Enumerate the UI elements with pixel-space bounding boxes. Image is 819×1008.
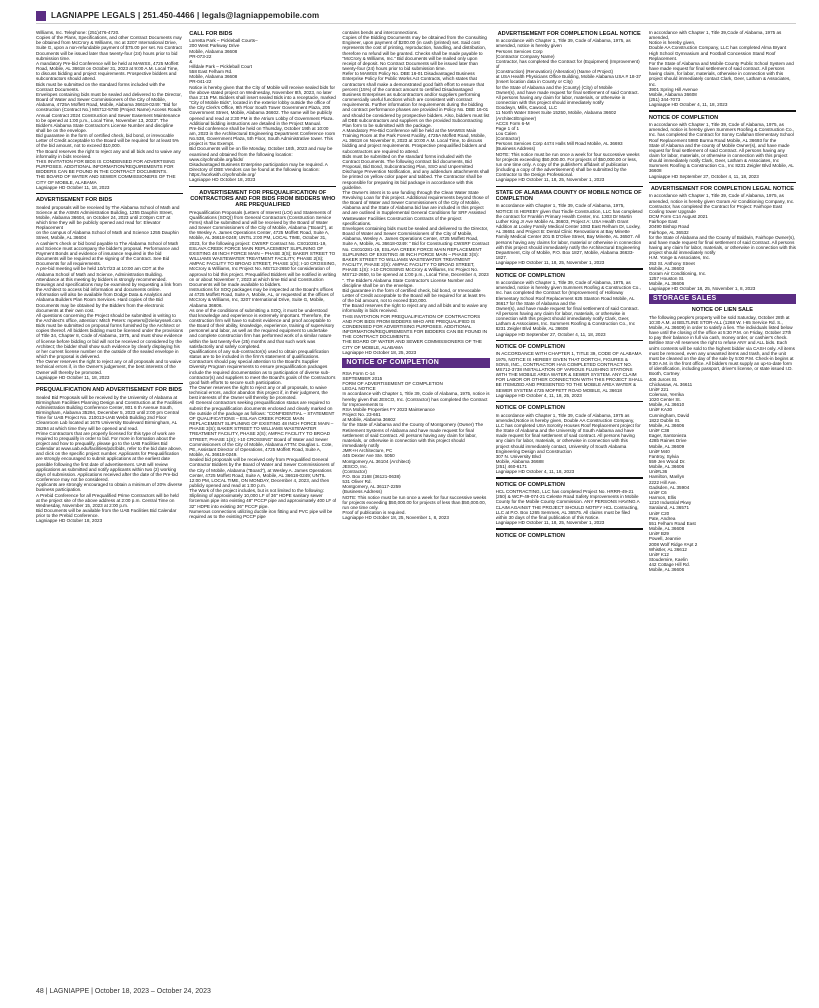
notice-signature: Lagniappe HD September 27, October 4, 11, 18, 2023 [495,331,606,337]
column-1 [36,30,183,980]
notice-body: In accordance with Chapter 1, Title 39,Code of Alabama, 1975 as amended, Notice is hereby given, Double AA Construction Company, LLC has completed Alma Bryant High School Gymnasium and Football Concession Stand Roof Replacement. For the State of Alabama and Mobile County Public School System and have made request for final settlement of said contract. All persons having claim, for labor, materials, otherwise in connection with this project should immediately contact Clark, Geer, Latham & Associates, Inc. 3901 Spring Hill Avenue Mobile, Alabama 36608 (251) 344-7073 [648,30,794,103]
notice-heading: PREQUALIFICATION AND ADVERTISEMENT FOR BIDS [36,387,182,394]
notice-signature: Lagniappe HD September 27, October 4, 11, 18, 2023 [648,173,759,179]
notice-block [496,190,643,265]
page-footer: 48 | LAGNIAPPE | October 18, 2023 – October 24, 2023 [36,988,211,995]
notice-signature: Lagniappe HD October 4, 11, 18, 2023 [648,102,728,108]
divider [496,186,643,188]
divider [496,340,643,342]
notice-block [36,197,183,380]
notice-heading: ADVERTISEMENT FOR PREQUALIFICATION OF CONTRACTORS AND FOR BIDS FROM BIDDERS WHO ARE PREQUALIFIED [190,190,336,209]
column-2 [189,30,336,980]
notice-heading: ADVERTISEMENT FOR COMPLETION LEGAL NOTICE [497,31,641,37]
section-banner: NOTICE OF COMPLETION [342,358,489,368]
column-4 [496,30,643,980]
notice-heading: CALL FOR BIDS [189,31,233,37]
notice-block [36,387,183,523]
notice-body: In accordance with Chapter 1, Title 39, Code of Alabama, 1975, as amended, notice is hereby given Goram Air Conditioning Company, Inc. Contractor, has completed the Contract for Project: Fairhope East Cooling tower Upgrade DCM Form C14 August 2021 Fairhope East 20490 Bishop Road Fairhope, AL 36532 for the State of Alabama and the County of Baldwin, Fairhope Owner(s), and have made request for final settlement of said Contract. All persons having any claim for labor, materials, or otherwise in connection with this project should immediately notify H.M. Yonge & Associates, Inc. 253 St. Anthony Street Mobile, AL 36603 Goram Air Conditioning, Inc. 1257 Houston St. Mobile, AL 36606 [648,193,796,287]
notice-heading: STATE OF ALABAMA COUNTY OF MOBILE NOTICE OF COMPLETION [495,190,642,203]
notice-body: In accordance with Chapter 1, Title 39, Code of Alabama, 1975, as amended, notice is hereby given Summers Roofing & Construction Co., Inc. has completed the Contract for (Improvement) of Holloway Elementary School Roof Replacement 625 Stanton Road Mobile, AL 36617 for the State of Alabama and the Owner(s), and have made request for final settlement of said Contract. All persons having any claim for labor, materials, or otherwise in connection with this project should immediately notify Clark, Geer, Latham & Associates, Inc. Summers Roofing & Construction Co., Inc 8231 Zeigler Blvd Mobile, AL 36608 [495,280,641,332]
notice-body: IN ACCORDANCE WITH CHAPTER 1, TITLE 39, CODE OF ALABAMA 1975, NOTICE IS HEREBY GIVEN THAT DORTCH, FIGURES & SONS, INC., CONTRACTOR HAS COMPLETED CONTRACT NO. MS712-3738 INSTALLATION OF VARIOUS FLUSHING STATIONS WITH THE MOBILE AREA WATER & SEWER SYSTEM. ANY CLAIM FOR LABOR OR OTHER CONNECTION WITH THIS PROJECT SHALL BE ITEMIZED AND PRESENTED TO THE MOBILE AREA WATER & SEWER SYSTEM 4725 MOFFETT ROAD MOBILE, AL 36618 [495,351,643,393]
notice-body: Lorretta Park – Pickleball Courts– 200 West Parkway Drive Mobile, Alabama 36608 PR-073-22 & Hilldale Park – Pickleball Court 558 East Felham Rd. Mobile, Alabama 36608 PR-041-22 Notice is hereby given that the City of Mobile will receive sealed bids for the above stated project on Wednesday, November 8th, 2023, no later than 2:15 PM. Bidders shall insert sealed Bids into a receptacle, marked "City of Mobile Bids", located in the exterior lobby outside the office of the City Clerk's Office, 9th Floor South Tower Government Plaza, 205 Government Street, Mobile, Alabama 36602. The same will be publicly opened and read at 2:30 PM in the Atrium Lobby of Government Plaza. Additional bidding instructions are detailed in the Project Manual. Pre-bid conference shall be held on Thursday, October 19th at 10:00 am, 2023 in the Architectural Engineering Department Conference room No.538, Government Plaza, 5th Floor, South Administrative tower. This project is Tax Exempt. Bid Documents will be on file Monday, October 16th, 2023 and may be examined and obtained from the following location: www.cityofmobile.org/bids/ Disadvantaged Business Enterprise participation may be required. A Directory of DBE Vendors can be found at the following location: https://workwith.cityofmobile.org/ [189,38,336,178]
notice-body: Williams, Inc. Telephone: (251)476-4720. Copies of the Plans, Specifications, and other Contract Documents may be obtained from McCrory & Williams, Inc at 3207 International Drive, Suite G, upon a non-refundable payment of $75.00 per set. No Contract Documents will be issued later than twenty-four (24) hours prior to bid submission time. A mandatory Pre-bid Conference will be held at MAWSS, 4725 Moffett Road, Mobile, AL 36618 on October 31, 2023 at 9:00 A.M. Local Time, to discuss bidding and project requirements. Prospective bidders and subcontractors should attend. Bids must be submitted on the standard forms included with the Contract Documents. Envelopes containing bids must be sealed and delivered to the Director, Board of Water and Sewer Commissioners of the City of Mobile, Alabama, 4725A Moffett Road, Mobile, Alabama 36618-0249: "Bid for construction (Contract No.) MS712-5780 (Project Name) Access Roads Annual Contract 2024 Construction and Sewer Easement Maintenance to be opened at 1:00 p.m., Local Time, November 13, 2023". The Bidder's Alabama State Contractor's License Number and discipline shall be on the envelope. Bid guarantee in the form of certified check, bid bond, or irrevocable Letter of Credit acceptable to the Board will be required for at least 5% of the bid amount, not to exceed $10,000. The Board reserves the right to reject any and all bids and to waive any informality in bids received. THIS INVITATION FOR BIDS IS CONDENSED FOR ADVERTISING PURPOSES. ADDITIONAL INFORMATION/REQUIREMENTS FOR BIDDERS CAN BE FOUND IN THE CONTRACT DOCUMENTS. THE BOARD OF WATER AND SEWER COMMISSIONERS OF THE CITY OF MOBILE, ALABAMA [36,30,182,185]
notice-body: In accordance with Chapter 1, Title 39, Code of Alabama, 1975, as amended, notice is hereby given Summers Roofing & Construction Co., Inc. has completed the Contract for Sonny Callahan Elementary School Roof Replacement 5980 Burma Road Mobile, AL 36693 for the State of Alabama and the county of Mobile Owner(s), and have made request for final settlement of said Contract. All persons having any claim for labor, materials, or otherwise in connection with this project should immediately notify Clark, Geer, Latham & Associates, Inc Summers Roofing & Construction Co., Inc 8231 Zeigler Blvd Mobile, AL 36608 [648,122,795,174]
divider [649,182,796,184]
notice-body: HCL CONTRACTING, LLC has completed Project No. HRRR-49-21 (250) & WCP-49-074-21 Celeste Road Safety Improvements in Mobile County for the Mobile County Commission. ANY PERSONS HAVING A CLAIM AGAINST THE PROJECT SHOULD NOTIFY HCL Contracting, LLC at P.O. Box 1265 Semmes, AL 36575. All claims must be filed within 30 days of the final publication of this Notice. [495,489,640,520]
notice-heading: NOTICE OF COMPLETION [495,532,565,539]
notice-heading: ADVERTISEMENT FOR COMPLETION LEGAL NOTICE [650,186,794,193]
notice-body: The following people's property will be sold Saturday, October 28th at 10:30 A.M. at BELTLINE STOR-ALL (1268 W. I-65 Service Rd. S., Mobile, AL 36609) in order to satisfy a lien. The individuals listed below have until the closing of the office at 5:30 P.M. on Friday, October 27th to pay their balance in full via cash, money order, or cashier's check. Beltline Stor-All reserves the right to refuse ANY and ALL bids. Each unit's contents will be sold to the highest bidder via CASH only. All items must be removed, even any unwanted items and trash, and the unit must be cleaned on the day of the sale by 5:00 P.M. Check-in begins at 9:30 A.M. in the front office. All bidders must supply an up-to-date form of identification, including passport, driver's license, or state issued I.D. Booth, Cortney 406 Jurors St. Chickasaw, AL 36611 Unit# 221 Coleman, Yerrika 1020 Center St. Mobile, AL 36610 Unit# KA30 Cunningham, David 1822 Dublin St. Mobile, AL 36606 Unit# C38 Eager, Santonieza 428b Raines Drive Mobile, AL 36609 Unit# M40 Fantroy, Sylvia 559 Jen Wood Dr. Mobile, AL 36606 Unit#L36 Hamilton, Marilyn 2222 Hill Ave. Gadsden, AL 35904 Unit# C6 Harmon, Ellis 1210 Industrial Pkwy Saraland, AL 36571 Unit# C20 Pate, Andrea 551 Felham Road East Mobile, AL 36608 Unit# B29 Powell, Jeannie 2008 Wolf Ridge #Apt 2 Whistler, AL 36612 Unit# K12 Stoudemire, Kaelin 442 Cottage Hill Rd. Mobile, AL 36606 [648,314,795,573]
notice-body: contains bends and interconnections. Copies of the Bidding Documents may be obtained from the Consulting Engineer, upon payment of $200.00 (in cash (printed) set. Said cost represents the cost of printing, reproduction, handling, and distribution, therefore no refund will be granted. Checks shall be made payable to "McCrory & Williams, Inc." Bid documents will be mailed only upon receipt of deposit. No Contract Documents will be issued later than twenty-four (24) hours prior to bid submission time. Refer to MAWSS Policy No. DBE 16-01 Disadvantaged Business Enterprise Policy for Public Works Act Contracts, which states that contractors shall make a demonstrated good faith effort to ensure that percent (15%) of the contract amount to certified Disadvantaged Business Enterprises as subcontractors and/or suppliers performing commercially useful functions which are consistent with contract requirements. Further information for requirements during the bidding and contract performance phases are provided in Policy No. DBE 16-01 and should be considered by prospective bidders. Also, bidders must list all DBE subcontractors and suppliers on the provided Subcontracting Plan form to be submitted with the package. A Mandatory Pre-Bid Conference will be held at the MAWSS Main Training Room at the Park Forest Facility, 4725A Moffett Road, Mobile, AL 36618 on November 8, 2023 at 10:00 A.M. Local Time, to discuss bidding and project requirements. Prospective prequalified bidders and subcontractors are required to attend. Bids must be submitted on the standard forms included with the Contract Documents. The following contract bid documents, Bid Proposal, Bid Bond, Subcontracting Plan, SSO and Unpermitted Discharge Prevention Notification, and any addendum attachments shall be printed on yellow color paper and tabbed. The Contractor shall be responsible for preparing its bid package in accordance with this guideline. The Owner's intent is to use funding through the Clean Water State Revolving Loan for this project. Additional requirements beyond those of the Board of Water and Sewer Commissioners of the City of Mobile, Alabama and the State of Alabama bid law are included in this project and are outlined in Supplemental General Conditions for SRF Assisted Wastewater Facilities Construction Contracts of the project specifications. Envelopes containing bids must be sealed and delivered to the Director, Board of Water and Sewer Commissioners of the City of Mobile, Alabama, Wesley A. James Operations Center, 4725 Moffett Road, Suite A, Mobile, AL 36618-0249: " Bid for Constructing CWSRF Contract No. CS010281-19, ESLAVA CREEK FORCE MAIN REPLACEMENT SLIPLINING OF EXISTING 48 INCH FORCE MAIN – PHASE 3(S): BAKER STREET TO WILLIAMS WASTEWATER TREATMENT FACILITY, PHASE 2(S): AMPAC FACILITY TO BROAD STREET, PHASE 1(S): I-10 CROSSING McCrory & Williams, Inc Project No. MS712-2650, to be opened at 1:00 p.m., Local Time, December 4, 2023 ". The Bidder's Alabama State Contractor's License Number and discipline shall be on the envelope. Bid guarantee in the form of certified check, bid bond, or Irrevocable Letter of Credit acceptable to the Board will be required for at least 5% of the bid amount, not to exceed $10,000. The Board reserves the right to reject any and all bids and to waive any informality in bids received. THIS INVITATION FOR PREQUALIFICATION OF CONTRACTORS AND FOR BIDS FROM BIDDERS WHO ARE PREQUALIFIED IS CONDENSED FOR ADVERTISING PURPOSES. ADDITIONAL INFORMATION/REQUIREMENTS FOR BIDDERS CAN BE FOUND IN THE CONTRACT DOCUMENTS. THE BOARD OF WATER AND SEWER COMMISSIONERS OF THE CITY OF MOBILE, ALABAMA [342,30,490,350]
notice-signature: Lagniappe HD October 11, 18, 25, November 1, 2023 [495,260,605,266]
notice-block [649,307,796,572]
notice-signature: Lagniappe HD October 11, 18, 25, November 1, 2023 [495,520,605,526]
notice-heading: NOTICE OF COMPLETION [495,405,565,412]
section-banner: STORAGE SALES [649,294,796,304]
notice-block [496,31,643,183]
notice-heading: NOTICE OF LIEN SALE [691,307,754,314]
notice-body: RSA Form C-14 SEPTEMBER 2015 FORM OF ADVERTISEMENT OF COMPLETION LEGAL NOTICE In accordance with Chapter 1, Title 39, Code of Alabama, 1975, notice is hereby given that JESCO, Inc. (Contractor) has completed the Contract for Improvements to RSA Mobile Properties FY 2023 Maintenance Project No. 23-661 at Mobile, Alabama 36602 for the State of Alabama and the County of Montgomery (Owner) The Retirement Systems of Alabama and have made request for final settlement of said Contract. All persons having any claim for labor, materials, or otherwise in connection with this project should immediately notify JMR+H Architecture, PC 445 Dexter Ave Ste. 5050 Montgomery,AL 36104 (Architect) JESCO, Inc. (Contractor) P.O. Box 2168 (36121-0638) 531 Oliver Rd. Montgomery, AL 36117-2259 (Business Address) NOTE: This notice must be run once a week for four successive weeks for projects exceeding $50,000.00 for projects of less than $50,000.00, run one time only. Proof of publication is required. [342,370,490,516]
divider [496,268,643,270]
notice-body: In accordance with Chapter 1, Title 39, Code of Alabama, 1975 as amended,Notice is hereby given, Double AA Construction Company, LLC has completed USA Sorority Houses Roof Replacement project for the State of Alabama and the University of South Alabama and have made request for final settlement of said contract. All persons having any claim for labor, materials, or otherwise in connection with this project should immediately contact, University of South Alabama Engineering Design and Construction 307 N. University Blvd Mobile, Alabama 36688 (251) 460-6171 [495,412,641,470]
notice-heading: ADVERTISEMENT FOR BIDS [36,197,113,204]
brand-square-icon [36,11,46,21]
notice-block [496,344,643,398]
notice-heading: NOTICE OF COMPLETION [495,344,565,351]
notice-block [649,186,796,291]
divider [496,401,643,403]
notice-signature: Lagniappe HD October 18, 25, 2023 [342,349,417,355]
divider [36,193,183,195]
notice-heading: NOTICE OF COMPLETION [495,481,565,488]
divider [496,477,643,479]
notice-heading: NOTICE OF COMPLETION [648,114,719,121]
notice-block [649,30,796,107]
notice-body: Sealed proposals will be received by The Alabama School of Math and Science at the ASMS Administration Building, 1255 Dauphin Street, Mobile, Alabama 36604, on October 24, 2023 until 2:00pm CST at which time they will be publicly opened and read for: Elevator Replacement on the campus of Alabama School of Math and Science 1255 Dauphin Street, Mobile, AL 36604 A cashier's check or bid bond payable to The Alabama School of Math and Science must accompany the bidder's proposal. Performance and Payment Bonds and evidence of insurance required in the bid documents will be required at the signing of the Contract. See Bid Documents for all requirements. A pre-bid meeting will be held 10/17/23 at 10:00 am CDT at the Alabama School of Math and Science, Administration Building. Attendance at this meeting by bidders is strongly recommended. Drawings and specifications may be examined by requesting a link from the Architect to access bid information and documents online. Information will also be available from Dodge Data & Analytics and Alabama Builders Plan Room Services. Hard copies of the Bid Documents may be obtained by the Bidders from the electronic documents at their own cost. All questions concerning the Project should be submitted in writing to the Architect's office, attention: Mitch Peters: mpeters@zieluryssell.com. Bids must be submitted on proposal forms furnished by the Architect or copies thereof. All bidders bidding must be licensed under the provisions of Title 34, Chapter 8, Code of Alabama, 1975, and must show evidence of license before bidding or bid will not be received or considered by the Architect; the bidder shall show such evidence by clearly displaying his or her current license number on the outside of the sealed envelope in which the proposal is delivered. The Owner reserves the right to reject any or all proposals and to waive technical errors if, in the Owner's judgement, the best interests of the Owner will thereby be promoted. [36,204,184,375]
notice-signature: Lagniappe HD October 18, 2023 [189,177,256,183]
notice-block [496,405,643,474]
notice-block [189,31,336,183]
notice-block [342,371,489,521]
notice-block [496,533,643,539]
notice-body: In accordance with Chapter 1, Title 39, Code of Alabama, 1975, NOTICE IS HEREBY given that Tindle Construction, LLC has completed the contract for Franklin Primary Health Center, Inc. 1303 Dr Martin Luther King Jr Ave Mobile AL 36603, Project A: USA Health Grant Addition at Loxley Family Medical Center 1083 East Relham Dr, Loxley, AL 36651 and Project B: Dental Clinic Renovations at Bay Minette Family Medical Center 201 B D'Olive Street, Bay Minette, AL 36507. All persons having any claims for labor, material or otherwise in connection with this project should immediately notify the Architectural Engineering Department, City of Mobile, P.O. Box 1827, Mobile, Alabama 36633-1827. [495,203,643,261]
notice-signature: Lagniappe HD October 4, 11, 18, 2023 [495,469,575,475]
notice-signature: Lagniappe HD October 18, 2023 [36,518,103,524]
divider [36,383,183,385]
notice-body: Sealed Bid Proposals will be received by the University of Alabama at Birmingham Facilities Planning Design and Construction at the Facilities Administration Building Conference Center, 801 6 th Avenue South, Birmingham, Alabama 35294, December 5, 2023 until 2:00 pm Central Time for UAB Project No. 210013-UAB Webb Building 2nd Floor Cleanroom Lab located at 1675 University Boulevard Birmingham, AL 35294 at which time they will be opened and read. Prime Contractors that are properly licensed for this type of work are required to prequalify in order to bid. For more in formation about the project and how to prequalify, please go to the UAB Facilities Bid Calendar at www.uab.edu/facilities/pdc/bids, refer to the bid date above, and click on the specific project number. Applicants for Prequalification are strongly encouraged to submit applications at the earliest date possible following the first date of advertisement. UAB will review applications as submitted and notify applicants within two (2) working days of submission. Applications received after the date of the Pre-bid Conference may not be considered. Applicants are strongly encouraged to obtain a minimum of 20% diverse business participation. A Prebid Conference for all Prequalified Prime Contractors will be held at the project site of the above address at 2:00 p.m. Central Time on Wednesday, November 15, 2023 at 2:00 p.m. Bid Documents will be available from the UAB Facilities Bid Calendar prior to the Prebid Conference. [36,394,183,519]
notice-block [649,115,796,179]
divider [189,186,336,188]
column-5 [649,30,796,980]
notice-body: Prequalification Proposals (Letters of Interest (LOI) and Statements of Qualifications (SOQ)) from General Contractors (Construction Service Firms) shall be submitted and will be received by the Board of Water and Sewer Commissioners of the City of Mobile, Alabama ("Board"), at the Wesley A. James Operations Center, 4725 Moffett Road, Suite A, Mobile, AL 36618-0249; UNTIL 2:00 PM, LOCAL TIME, October 31, 2023, for the following project: CWSRF Contract No. CS010281-19, ESLAVA CREEK FORCE MAIN REPLACEMENT SLIPLINING OF EXISTING 48 INCH FORCE MAIN – PHASE 3(S); BAKER STREET TO WILLIAMS WASTEWATER TREATMENT FACILITY, PHASE 2(S); AMPAC FACILITY TO BROAD STREET, PHASE 1(S); I-10 CROSSING, McCrory & Williams, Inc Project No. MS712-2650 for consideration of approval to bid this project. Prequalified Bidders will be notified in writing on or about November 7, 2023 at which time Bid and Construction Documents will be made available to bidders. Instructions for SOQ packages may be inspected at the Board's offices at 4725 Moffett Road, Suite A, Mobile, AL, or requested at the offices of McCrory & Williams, Inc, 3207 International Drive, Suite G, Mobile, Alabama 36606. As one of the conditions of submitting a SOQ, it must be understood that knowledge and experience is extremely important. Therefore, the construction firm will have to submit evidence and proof acceptable to the Board of their ability, knowledge, experience, training of supervisory personnel and labor, as well as the required equipment to undertake and complete construction firm has performed work of a similar nature within the last twenty-five (25) months and that such work was satisfactorily and safely completed. Qualifications of any sub-contractor(s) used to obtain prequalification status are to be included in the firm's statement of qualifications. Contractors should pay special attention to the Board's Supplier Diversity Program requirements to ensure prequalification packages include the required documentation as to participation of diverse sub-contractor(s) and suppliers to meet the Board's goals of the Contractor's good faith efforts to secure such participation. The Owner reserves the right to reject any or all proposals, to waive technical errors, and/or abandon this project if, in their judgment, the best interests of the Owner will thereby be promoted. All General contractors seeking prequalification status are required to submit the prequalification documents enclosed and clearly marked on the outside of the package as follows: "CONFIDENTIAL – STATEMENT OF QUALIFICATIONS – ESLAVA CREEK FORCE MAIN REPLACEMENT SLIPLINING OF EXISTING 48 INCH FORCE MAIN – PHASE 3(S); BAKER STREET TO WILLIAMS WASTEWATER TREATMENT FACILITY, PHASE 2(S); AMPAC FACILITY TO BROAD STREET, PHASE 1(S); I-10 CROSSING" Board of Water and Sewer Commissioners of the City of Mobile, Alabama ATTN: Douglas L. Cote, PE, Assistant Director of Operations, 4725 Moffett Road, Suite A, Mobile, AL 36618-0249. Sealed bid proposals will be received only from Prequalified General Contractor Bidders by the Board of Water and Sewer Commissioners of the City of Mobile, Alabama ("Board"), at Wesley A. James Operations Center, 4725 Moffett Road, Suite A, Mobile, AL 36618-0249; UNTIL 12:00 PM, LOCAL TIME, ON MONDAY, December 4, 2023, and then publicly opened and read at 1:00 p.m. The Work of the project includes, but is not limited to the following: Sliplining of approximately 10,000 LF of 36" HDPE sanitary sewer forcemain pipe into existing 48" PCCP pipe and approximately 400 LF of 32" HDPE into existing 36" PCCP pipe. Numerous connections utilizing ductile iron fitting and PVC pipe will be required as to the existing PCCP pipe [189,209,337,519]
header-text: LAGNIAPPE LEGALS | 251.450-4466 | legals@lagniappemobile.com [51,11,320,20]
legal-columns [36,30,796,980]
divider [649,110,796,112]
notice-signature: Lagniappe HD October 11, 18, 2023 [36,184,110,190]
notice-signature: Lagniappe HD October 18, 25, November 1, 8, 2023 [342,515,449,521]
notice-block [342,30,489,355]
column-3 [342,30,489,980]
divider [496,528,643,530]
notice-block [36,30,183,190]
page-header [36,8,796,24]
notice-block [496,482,643,525]
notice-signature: Lagniappe HD October 11, 18, 2023 [36,374,110,380]
notice-body: In accordance with Chapter 1, Title 39, Code of Alabama, 1975, as amended, notice is hereby given Persons Services Corp (Contractor Company Name) Contractor, has completed the Contract for (Equipment) (Improvement) of (Construction) (Renovation) (Alteration) (Name of Project) at USA Health Physicians Office Building, Mobile Alabama USA # 18-37 (Insert location data in County or City) for the State of Alabama and the (County) (City) of Mobile Owner(s), and have made request for final settlement of said Contract. All persons having any claim for labor, materials, or otherwise in connection with this project should immediately notify Goodwyn, Mills, Cawood, LLC 11 North Water Street Suite 15250, Mobile, Alabama 36602 (Architect/Engineer) ACCS Form 6-M Page 1 of 1 Lou Calen (Contractor) Persons Services Corp 4474 Halls Mill Road Mobile, AL 36693 (Business Address) NOTE: This notice must be run once a week for four successive weeks for projects exceeding $50,000.00. For projects of $50,000.00 or less, run one time only. A copy of the publisher's affidavit of publication (including a copy of the advertisement) shall be submitted by the Contractor to the Design Professional. [495,38,642,178]
notice-signature: Lagniappe HD October 11, 18, 25, November 1, 2023 [495,177,605,183]
notice-signature: Lagniappe HD October 4, 11, 18, 25, 2023 [495,392,582,398]
notice-heading: NOTICE OF COMPLETION [495,272,565,279]
notice-block [189,190,336,519]
notice-signature: Lagniappe HD October 18, 25, November 1, 8, 2023 [648,286,756,292]
notice-block [496,273,643,337]
